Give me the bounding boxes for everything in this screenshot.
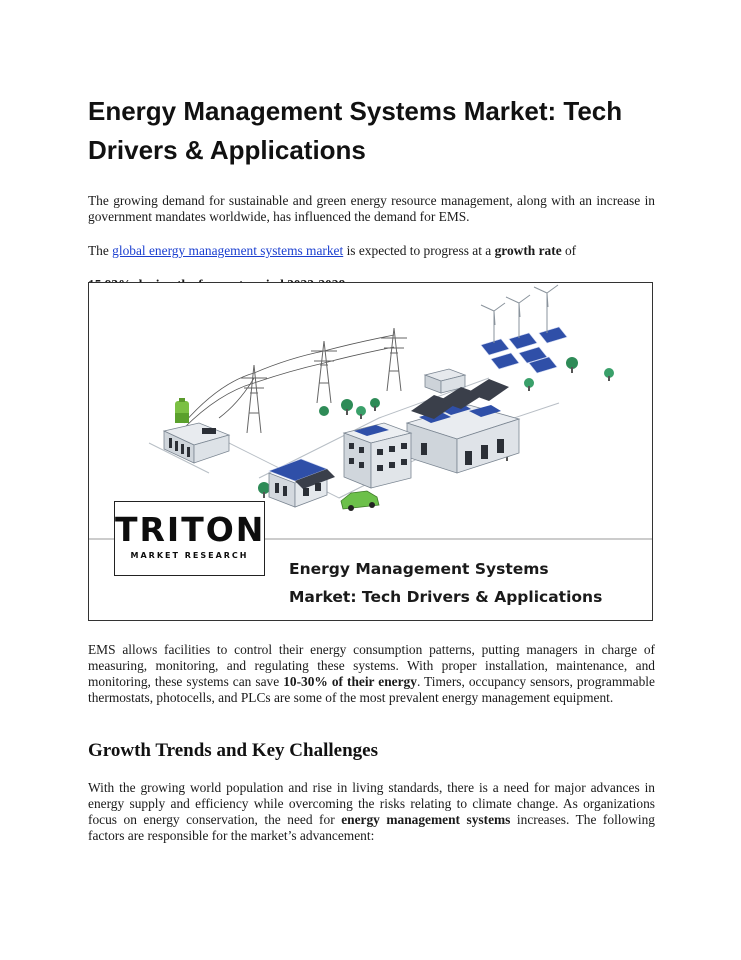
house-icon xyxy=(269,459,335,507)
market-paragraph: The global energy management systems market is expected to progress at a growth rate of xyxy=(88,243,577,258)
triton-logo xyxy=(114,501,265,576)
figure-banner-text xyxy=(289,555,649,611)
page-title: Energy Management Systems Market: Tech Drivers & Applications xyxy=(88,96,623,165)
ems-paragraph: EMS allows facilities to control their energy consumption patterns, putting managers in charge of measuring, monitoring, and regulating these systems. With proper installation, maintenance, and monitoring, these systems can save 10-30% of their energy. Timers, occupancy sensors, programmable thermostats, photocells, and PLCs are some of the most prevalent energy management equipment. xyxy=(88,642,655,705)
banner-line-1: Energy Management Systems xyxy=(289,560,549,578)
energy-savings-bold: 10-30% of their energy xyxy=(283,674,417,689)
growth-paragraph: With the growing world population and rise in living standards, there is a need for major advances in energy supply and efficiency while overcoming the risks relating to climate change. As organizations focus on energy conservation, the need for energy management systems increases. The following factors are responsible for the market’s advancement: xyxy=(88,780,656,843)
logo-wordmark: TRITON xyxy=(115,510,266,549)
growth-rate-bold: growth rate xyxy=(494,243,562,258)
global-ems-market-link[interactable]: global energy management systems market xyxy=(112,243,344,258)
factory-icon xyxy=(407,379,519,473)
logo-subtitle: MARKET RESEARCH xyxy=(130,551,249,560)
banner-line-2: Market: Tech Drivers & Applications xyxy=(289,588,603,606)
storage-building-icon xyxy=(164,423,229,463)
intro-paragraph: The growing demand for sustainable and green energy resource management, along with an increase in government mandates worldwide, has influenced the demand for EMS. xyxy=(88,193,655,224)
section-heading: Growth Trends and Key Challenges xyxy=(88,740,378,761)
ems-bold: energy management systems xyxy=(341,812,511,827)
office-building-icon xyxy=(344,423,411,488)
battery-icon xyxy=(175,398,189,423)
hero-figure xyxy=(88,282,653,621)
